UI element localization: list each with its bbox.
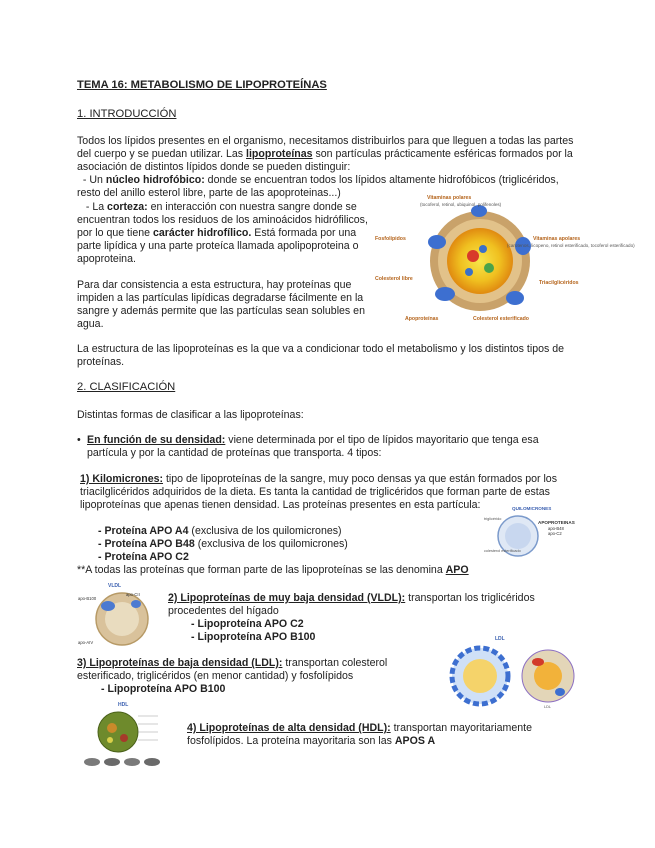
list-item	[98, 551, 348, 564]
list-item: - Lipoproteína APO C2	[191, 618, 304, 630]
quilomicron-figure	[482, 504, 575, 562]
vldl-figure	[78, 582, 168, 648]
quilo-title: QUILOMICRONES	[512, 506, 552, 511]
item-bold: - Proteína APO B48	[98, 538, 195, 550]
paragraph-ldl	[77, 657, 407, 683]
list-item: - Lipoproteína APO B100	[191, 631, 316, 643]
label-apoproteinas: Apoproteínas	[405, 316, 439, 322]
term-nucleo: núcleo hidrofóbico:	[105, 174, 205, 186]
nucleo-text-c: donde se encuentran todos los lípidos altamente hidrofóbicos (triglicéridos, resto del anillo esterol libre, parte de las apoproteinas...)	[77, 174, 559, 199]
hdl-bottom-model	[84, 758, 100, 766]
corteza-text-a: - La	[85, 201, 108, 213]
hdl-dot	[120, 734, 128, 742]
note-text: **A todas las proteínas que forman parte de las lipoproteínas se las denomina	[77, 564, 446, 576]
core-dot	[465, 268, 473, 276]
list-item	[98, 538, 348, 551]
label-trigliceridos: Triacilglicéridos	[539, 280, 579, 286]
quilo-left2: colesterol esterificado	[484, 549, 521, 553]
hdl-bottom-model	[144, 758, 160, 766]
list-item	[98, 525, 348, 538]
ldl-apo	[555, 688, 565, 696]
apoprotein-blob	[506, 291, 524, 305]
core-dot	[479, 245, 487, 253]
bullet-densidad	[77, 434, 577, 460]
paragraph-vldl	[168, 592, 578, 618]
quilo-label-c2: apo-C2	[548, 531, 562, 536]
bullet-text: viene determinada por el tipo de lípidos mayoritario que tenga esa partícula y por la cantidad de proteínas que transporta. 4 tipos:	[87, 434, 539, 459]
hdl-dot	[107, 737, 113, 743]
item-bold: - Proteína APO C2	[98, 551, 189, 563]
label-colesterol-libre: Colesterol libre	[375, 276, 413, 282]
list-apo-vldl	[191, 618, 315, 644]
corteza-text-c: en interacción con nuestra sangre donde se encuentran todos los residuos de los aminoácidos hidrófilicos, por lo que tiene	[77, 201, 368, 239]
paragraph-estructura: La estructura de las lipoproteínas es la que va a condicionar todo el metabolismo y los distintos tipos de proteínas.	[77, 343, 565, 368]
hdl-bottom-model	[124, 758, 140, 766]
apoprotein-blob	[435, 287, 455, 301]
vldl-title: VLDL	[108, 583, 122, 589]
vldl-text: transportan los triglicéridos procedentes del hígado	[168, 592, 535, 617]
item-bold: - Proteína APO A4	[98, 525, 189, 537]
paragraph-corteza	[77, 201, 369, 266]
corteza-text-e: Está formada por una parte lipídica y una parte proteíca llamada apolipoproteina o apoproteina.	[77, 227, 359, 265]
list-item: - Lipoproteína APO B100	[101, 683, 226, 695]
section-heading-clasificacion: 2. CLASIFICACIÓN	[77, 381, 176, 393]
nucleo-text-a: - Un	[82, 174, 106, 186]
vldl-l3: apo-AIV	[78, 640, 94, 645]
vldl-apo	[131, 600, 141, 608]
ldl-text: transportan colesterol esterificado, triglicéridos (en menor cantidad) y fosfolípidos	[77, 657, 388, 682]
quilo-core	[505, 523, 531, 549]
quilo-label-apoproteinas: APOPROTEINAS	[538, 520, 575, 525]
vldl-l2: apo-CII	[126, 592, 140, 597]
apoprotein-blob	[428, 235, 446, 249]
paragraph-intro	[77, 135, 577, 174]
page-title: TEMA 16: METABOLISMO DE LIPOPROTEÍNAS	[77, 79, 327, 91]
vldl-apo	[101, 601, 115, 611]
item-text: (exclusiva de los quilomicrones)	[194, 538, 348, 550]
term-vldl: 2) Lipoproteínas de muy baja densidad (VLDL):	[168, 592, 406, 604]
hdl-title: HDL	[118, 702, 129, 708]
paragraph-formas: Distintas formas de clasificar a las lipoproteínas:	[77, 409, 304, 421]
core-dot	[484, 263, 494, 273]
ldl-figure	[440, 632, 580, 710]
ldl-sub: LDL	[544, 705, 551, 709]
core-dot	[467, 250, 479, 262]
label-vit-apolares-sub: (carotenos, licopeno, retinol esterificado, tocoferol esterificado)	[507, 243, 635, 248]
term-hdl: 4) Lipoproteínas de alta densidad (HDL):	[187, 722, 391, 734]
term-ldl: 3) Lipoproteínas de baja densidad (LDL):	[77, 657, 283, 669]
quilo-left1: triglicérido	[484, 517, 502, 521]
hdl-text: transportan mayoritariamente fosfolípidos. La proteína mayoritaria son las	[187, 722, 532, 747]
term-densidad: En función de su densidad:	[87, 434, 226, 446]
term-kilomicrones: 1) Kilomicrones:	[80, 473, 164, 485]
hdl-dot	[107, 723, 117, 733]
label-vit-polares-sub: (tocoferol, retinol, ubiquinol, polifenoles)	[420, 202, 502, 207]
core	[447, 228, 513, 294]
term-apo: APO	[445, 564, 469, 576]
label-colesterol-est: Colesterol esterificado	[473, 316, 529, 322]
lipoprotein-structure-figure	[375, 194, 635, 329]
term-corteza: corteza:	[107, 201, 148, 213]
label-vit-polares: Vitaminas polares	[427, 195, 472, 201]
paragraph-hdl	[187, 722, 579, 748]
ldl-model-core	[534, 662, 562, 690]
kilomicrones-text: tipo de lipoproteínas de la sangre, muy poco densas ya que están formados por los triacilglicéridos adquiridos de la dieta. Es tanta la cantidad de triglicéridos que forman parte de estas lipoproteínas que apenas tienen densidad. Las proteínas presentes en esta partícula:	[80, 473, 557, 511]
paragraph-consistencia: Para dar consistencia a esta estructura, hay proteínas que impiden a las partículas lipídicas degradarse fácilmente en la sangre y además permite que las partículas sean solubles en agua.	[77, 279, 365, 330]
ldl-title: LDL	[495, 636, 505, 642]
hdl-particle	[98, 712, 138, 752]
hdl-bottom-model	[104, 758, 120, 766]
list-apo-ldl	[101, 683, 225, 696]
bullet-dot: •	[77, 434, 81, 446]
section-heading-introduccion: 1. INTRODUCCIÓN	[77, 108, 177, 120]
note-apo	[77, 564, 469, 577]
hdl-figure	[82, 700, 172, 770]
label-vit-apolares: Vitaminas apolares	[533, 236, 581, 242]
term-apos-a: APOS A	[394, 735, 436, 747]
intro-text-a: Todos los lípidos presentes en el organismo, necesitamos distribuirlos para que lleguen a todas las partes del cuerpo y se puedan utilizar. Las	[77, 135, 574, 160]
term-lipoproteinas: lipoproteínas	[246, 148, 313, 160]
item-text: (exclusiva de los quilomicrones)	[188, 525, 342, 537]
vldl-l1: apo-B100	[78, 596, 97, 601]
quilo-label-b48: apo-B48	[548, 526, 564, 531]
ldl-core	[463, 659, 497, 693]
ldl-apo	[532, 658, 544, 666]
list-apo-quilomicrones	[98, 525, 348, 564]
term-hidrofilico: carácter hidrofílico.	[152, 227, 252, 239]
intro-text-c: son partículas prácticamente esféricas formados por la asociación de distintos lípidos donde se pueden distinguir:	[77, 148, 573, 173]
label-fosfolipidos: Fosfolípidos	[375, 236, 406, 242]
